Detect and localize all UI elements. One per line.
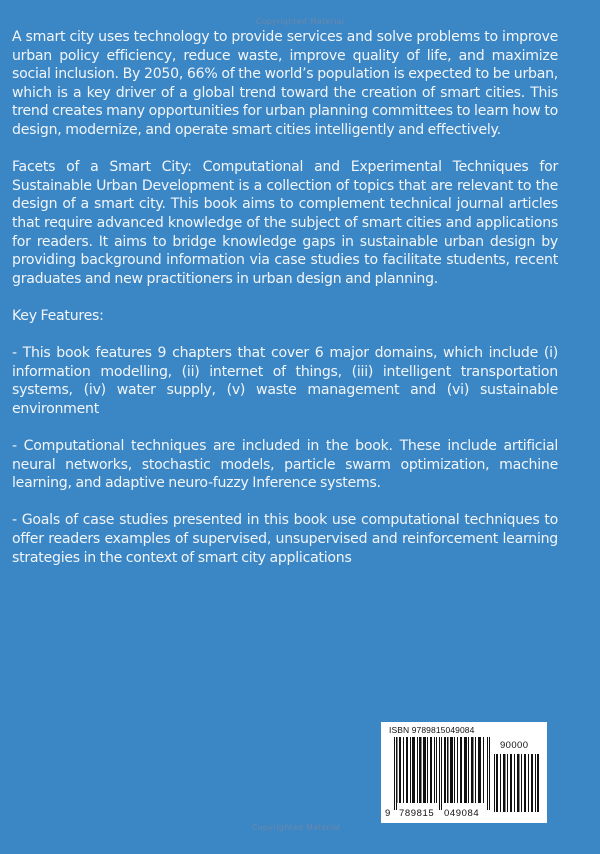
- barcode-digits-right: 049084: [444, 808, 480, 819]
- key-feature-item: - Goals of case studies presented in this book use computational techniques to offer readers examples of supervised, unsupervised and reinforcement learning strategies in the context of smart city applications: [12, 512, 558, 566]
- barcode-digit-first: 9: [385, 808, 391, 819]
- key-feature-item: - Computational techniques are included in the book. These include artificial neural networks, stochastic models, particle swarm optimization, machine learning, and adaptive neuro-fuzzy Inference systems.: [12, 438, 558, 492]
- barcode-digits-left: 789815: [399, 808, 435, 819]
- barcode-bars-icon: [394, 737, 492, 810]
- price-addon-digits: 90000: [500, 740, 529, 751]
- copyright-watermark-top: Copyrighted Material: [255, 17, 345, 26]
- isbn-barcode: [381, 722, 547, 823]
- intro-paragraph: A smart city uses technology to provide services and solve problems to improve urban policy efficiency, reduce waste, improve quality of life, and maximize social inclusion. By 2050, 66% of the world’s population is expected to be urban, which is a key driver of a global trend toward the creation of smart cities. This trend creates many opportunities for urban planning committees to learn how to design, modernize, and operate smart cities intelligently and effectively.: [12, 29, 558, 138]
- book-summary-paragraph: Facets of a Smart City: Computational and Experimental Techniques for Sustainable Urban Development is a collection of topics that are relevant to the design of a smart city. This book aims to complement technical journal articles that require advanced knowledge of the subject of smart cities and applications for readers. It aims to bridge knowledge gaps in sustainable urban design by providing background information via case studies to facilitate students, recent graduates and new practitioners in urban design and planning.: [12, 159, 558, 287]
- key-feature-item: - This book features 9 chapters that cover 6 major domains, which include (i) information modelling, (ii) internet of things, (iii) intelligent transportation systems, (iv) water supply, (v) waste management and (vi) sustainable environment: [12, 345, 558, 417]
- copyright-watermark-bottom: Copyrighted Material: [251, 823, 341, 832]
- addon-barcode-bars-icon: [494, 754, 539, 812]
- back-cover-description: [12, 28, 558, 586]
- key-features-heading: Key Features:: [12, 307, 104, 324]
- isbn-label: ISBN 9789815049084: [389, 725, 475, 735]
